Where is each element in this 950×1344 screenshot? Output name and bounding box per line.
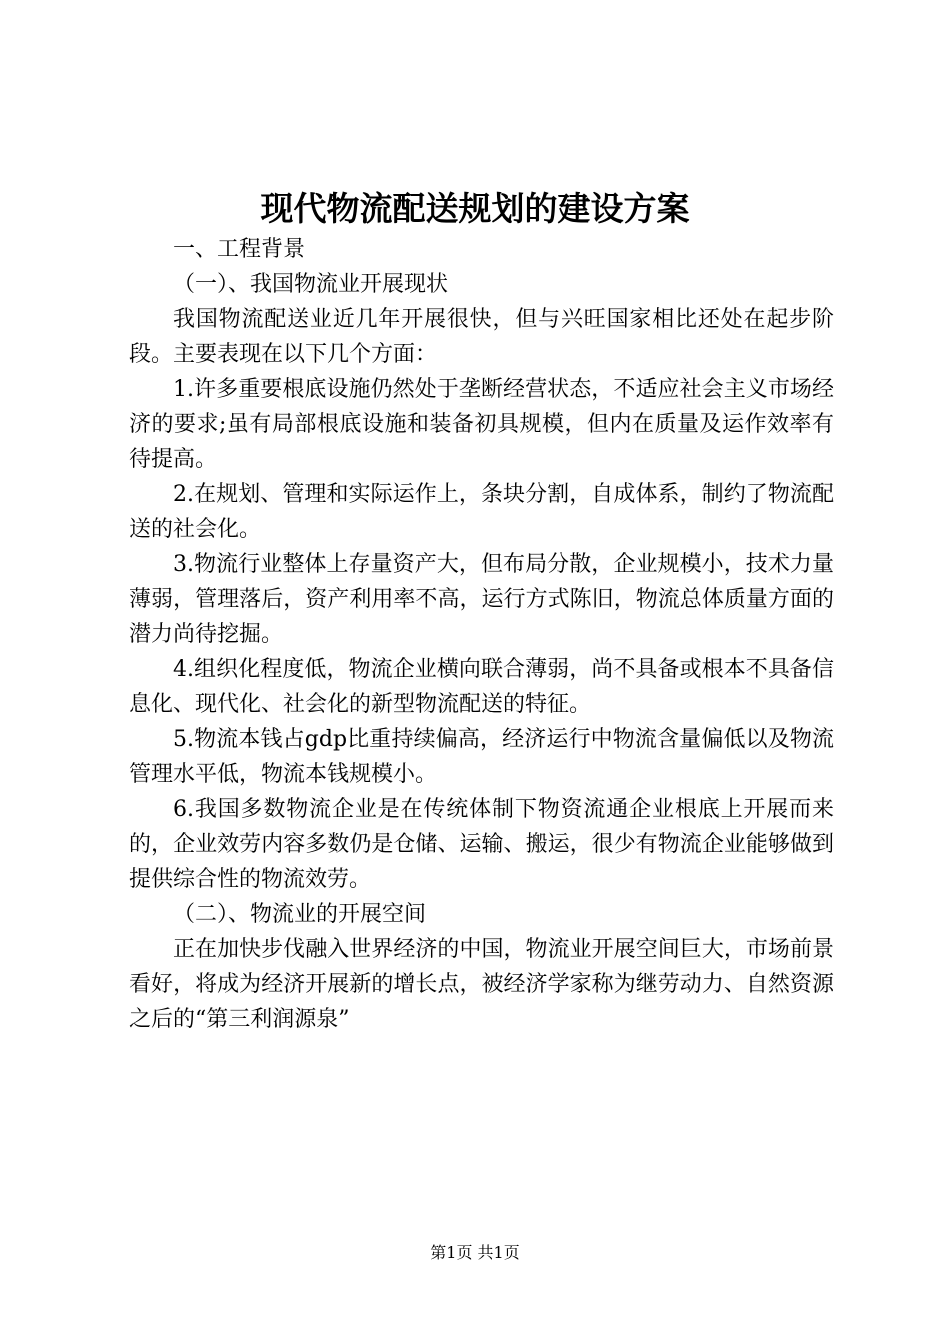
paragraph: 正在加快步伐融入世界经济的中国，物流业开展空间巨大，市场前景看好，将成为经济开展新的增长点，被经济学家称为继劳动力、自然资源之后的“第三利润源泉” — [129, 937, 834, 1032]
list-item: 6.我国多数物流企业是在传统体制下物资流通企业根底上开展而来的，企业效劳内容多数仍是仓储、运输、搬运，很少有物流企业能够做到提供综合性的物流效劳。 — [129, 797, 834, 892]
section-heading: 一、工程背景 — [173, 237, 306, 262]
document-body — [129, 232, 834, 1037]
list-item: 3.物流行业整体上存量资产大，但布局分散，企业规模小，技术力量薄弱，管理落后，资产利用率不高，运行方式陈旧，物流总体质量方面的潜力尚待挖掘。 — [129, 552, 834, 647]
document-title: 现代物流配送规划的建设方案 — [260, 189, 690, 228]
paragraph: 我国物流配送业近几年开展很快，但与兴旺国家相比还处在起步阶段。主要表现在以下几个方面： — [129, 307, 834, 367]
list-item: 1.许多重要根底设施仍然处于垄断经营状态，不适应社会主义市场经济的要求;虽有局部根底设施和装备初具规模，但内在质量及运作效率有待提高。 — [129, 377, 834, 472]
list-item: 5.物流本钱占gdp比重持续偏高，经济运行中物流含量偏低以及物流管理水平低，物流本钱规模小。 — [129, 727, 834, 787]
page-footer: 第1页 共1页 — [430, 1243, 520, 1262]
list-item: 4.组织化程度低，物流企业横向联合薄弱，尚不具备或根本不具备信息化、现代化、社会化的新型物流配送的特征。 — [129, 657, 834, 717]
subsection-heading: （一）、我国物流业开展现状 — [173, 272, 449, 297]
list-item: 2.在规划、管理和实际运作上，条块分割，自成体系，制约了物流配送的社会化。 — [129, 482, 834, 542]
subsection-heading: （二）、物流业的开展空间 — [173, 902, 427, 927]
